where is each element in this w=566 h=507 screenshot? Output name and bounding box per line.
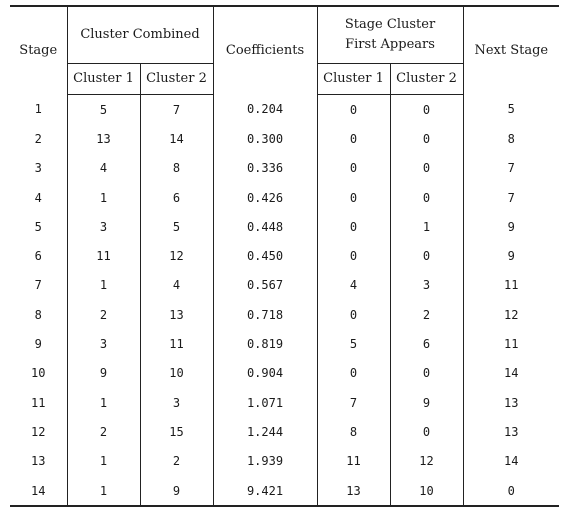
cell-cluster-1: 1 <box>67 183 140 212</box>
cell-first-appears-cluster-1: 0 <box>317 241 390 270</box>
cell-first-appears-cluster-2: 9 <box>390 388 463 417</box>
cell-first-appears-cluster-2: 1 <box>390 212 463 241</box>
cell-cluster-2: 7 <box>140 95 213 125</box>
cell-cluster-2: 4 <box>140 271 213 300</box>
header-first-appears-cluster-1: Cluster 1 <box>317 64 390 95</box>
cell-first-appears-cluster-2: 0 <box>390 241 463 270</box>
cell-cluster-2: 12 <box>140 241 213 270</box>
header-next-stage: Next Stage <box>463 6 559 95</box>
cell-cluster-1: 4 <box>67 154 140 183</box>
cell-cluster-2: 6 <box>140 183 213 212</box>
cell-first-appears-cluster-2: 10 <box>390 476 463 506</box>
cell-stage: 8 <box>10 300 67 329</box>
cell-next-stage: 5 <box>507 102 515 117</box>
cell-stage: 7 <box>10 271 67 300</box>
table-body <box>10 95 559 507</box>
cell-next-stage: 14 <box>504 366 519 381</box>
cell-first-appears-cluster-2: 0 <box>390 124 463 153</box>
table-row <box>10 95 559 125</box>
table-row <box>10 212 559 241</box>
cell-cluster-2: 14 <box>140 124 213 153</box>
agglomeration-schedule-table-container <box>10 5 559 507</box>
header-stage-cluster-line1: Stage Cluster <box>344 17 436 32</box>
cell-first-appears-cluster-1: 0 <box>317 300 390 329</box>
cell-cluster-1: 3 <box>67 212 140 241</box>
cell-cluster-2: 5 <box>140 212 213 241</box>
cell-first-appears-cluster-1: 4 <box>317 271 390 300</box>
cell-cluster-1: 11 <box>67 241 140 270</box>
header-coefficients: Coefficients <box>213 6 317 95</box>
cell-first-appears-cluster-1: 7 <box>317 388 390 417</box>
table-row <box>10 388 559 417</box>
cell-next-stage: 7 <box>507 161 515 176</box>
cell-coefficient: 1.244 <box>213 417 317 446</box>
cell-stage: 3 <box>10 154 67 183</box>
cell-first-appears-cluster-1: 11 <box>317 447 390 476</box>
cell-coefficient: 9.421 <box>213 476 317 506</box>
cell-cluster-1: 3 <box>67 329 140 358</box>
cell-coefficient: 0.300 <box>213 124 317 153</box>
cell-cluster-2: 3 <box>140 388 213 417</box>
cell-first-appears-cluster-1: 0 <box>317 359 390 388</box>
cell-first-appears-cluster-2: 0 <box>390 183 463 212</box>
cell-cluster-1: 1 <box>67 388 140 417</box>
cell-stage: 10 <box>10 359 67 388</box>
table-row <box>10 300 559 329</box>
cell-stage: 9 <box>10 329 67 358</box>
table-row <box>10 329 559 358</box>
cell-first-appears-cluster-2: 2 <box>390 300 463 329</box>
cell-next-stage: 9 <box>507 219 515 234</box>
cell-coefficient: 1.939 <box>213 447 317 476</box>
cell-cluster-2: 8 <box>140 154 213 183</box>
table-row <box>10 241 559 270</box>
header-first-appears-cluster-2: Cluster 2 <box>390 64 463 95</box>
cell-first-appears-cluster-2: 12 <box>390 447 463 476</box>
cell-cluster-1: 13 <box>67 124 140 153</box>
cell-stage: 5 <box>10 212 67 241</box>
cell-coefficient: 0.904 <box>213 359 317 388</box>
cell-cluster-2: 11 <box>140 329 213 358</box>
cell-first-appears-cluster-1: 0 <box>317 95 390 125</box>
table-row <box>10 476 559 506</box>
cell-first-appears-cluster-2: 0 <box>390 417 463 446</box>
cell-cluster-2: 13 <box>140 300 213 329</box>
header-row-1 <box>10 6 559 64</box>
cell-stage: 12 <box>10 417 67 446</box>
cell-first-appears-cluster-2: 0 <box>390 95 463 125</box>
agglomeration-schedule-table <box>10 5 559 507</box>
header-stage-cluster-first-appears <box>317 6 463 64</box>
cell-next-stage: 12 <box>504 307 519 322</box>
header-first-appears-line2: First Appears <box>345 37 435 52</box>
table-row <box>10 154 559 183</box>
header-combined-cluster-1: Cluster 1 <box>67 64 140 95</box>
cell-coefficient: 0.426 <box>213 183 317 212</box>
cell-next-stage: 11 <box>504 337 519 352</box>
cell-cluster-1: 1 <box>67 271 140 300</box>
cell-cluster-1: 5 <box>67 95 140 125</box>
table-row <box>10 271 559 300</box>
cell-first-appears-cluster-2: 6 <box>390 329 463 358</box>
header-combined-cluster-2: Cluster 2 <box>140 64 213 95</box>
cell-first-appears-cluster-2: 0 <box>390 154 463 183</box>
table-row <box>10 124 559 153</box>
cell-first-appears-cluster-1: 0 <box>317 154 390 183</box>
cell-cluster-1: 1 <box>67 447 140 476</box>
cell-coefficient: 0.718 <box>213 300 317 329</box>
table-row <box>10 359 559 388</box>
cell-first-appears-cluster-1: 0 <box>317 212 390 241</box>
cell-first-appears-cluster-1: 13 <box>317 476 390 506</box>
cell-stage: 14 <box>10 476 67 506</box>
cell-coefficient: 0.448 <box>213 212 317 241</box>
cell-cluster-2: 15 <box>140 417 213 446</box>
cell-stage: 4 <box>10 183 67 212</box>
cell-first-appears-cluster-1: 0 <box>317 183 390 212</box>
table-header <box>10 6 559 95</box>
cell-next-stage: 13 <box>504 395 519 410</box>
cell-coefficient: 1.071 <box>213 388 317 417</box>
cell-next-stage: 13 <box>504 424 519 439</box>
cell-stage: 2 <box>10 124 67 153</box>
cell-first-appears-cluster-1: 5 <box>317 329 390 358</box>
cell-cluster-1: 9 <box>67 359 140 388</box>
cell-cluster-1: 1 <box>67 476 140 506</box>
cell-cluster-2: 2 <box>140 447 213 476</box>
table-row <box>10 183 559 212</box>
cell-next-stage: 0 <box>463 476 559 506</box>
cell-next-stage: 8 <box>507 131 515 146</box>
table-row <box>10 447 559 476</box>
cell-cluster-1: 2 <box>67 300 140 329</box>
cell-coefficient: 0.450 <box>213 241 317 270</box>
header-cluster-combined: Cluster Combined <box>67 6 213 64</box>
cell-first-appears-cluster-2: 3 <box>390 271 463 300</box>
cell-first-appears-cluster-1: 8 <box>317 417 390 446</box>
cell-stage: 13 <box>10 447 67 476</box>
cell-cluster-2: 9 <box>140 476 213 506</box>
cell-next-stage: 11 <box>504 278 519 293</box>
cell-next-stage: 9 <box>507 249 515 264</box>
cell-stage: 11 <box>10 388 67 417</box>
cell-stage: 1 <box>10 95 67 125</box>
table-row <box>10 417 559 446</box>
header-stage: Stage <box>10 6 67 95</box>
cell-first-appears-cluster-2: 0 <box>390 359 463 388</box>
cell-coefficient: 0.204 <box>213 95 317 125</box>
cell-stage: 6 <box>10 241 67 270</box>
cell-next-stage: 14 <box>504 454 519 469</box>
cell-next-stage: 7 <box>507 190 515 205</box>
cell-cluster-2: 10 <box>140 359 213 388</box>
cell-coefficient: 0.336 <box>213 154 317 183</box>
cell-first-appears-cluster-1: 0 <box>317 124 390 153</box>
cell-cluster-1: 2 <box>67 417 140 446</box>
cell-coefficient: 0.819 <box>213 329 317 358</box>
cell-coefficient: 0.567 <box>213 271 317 300</box>
